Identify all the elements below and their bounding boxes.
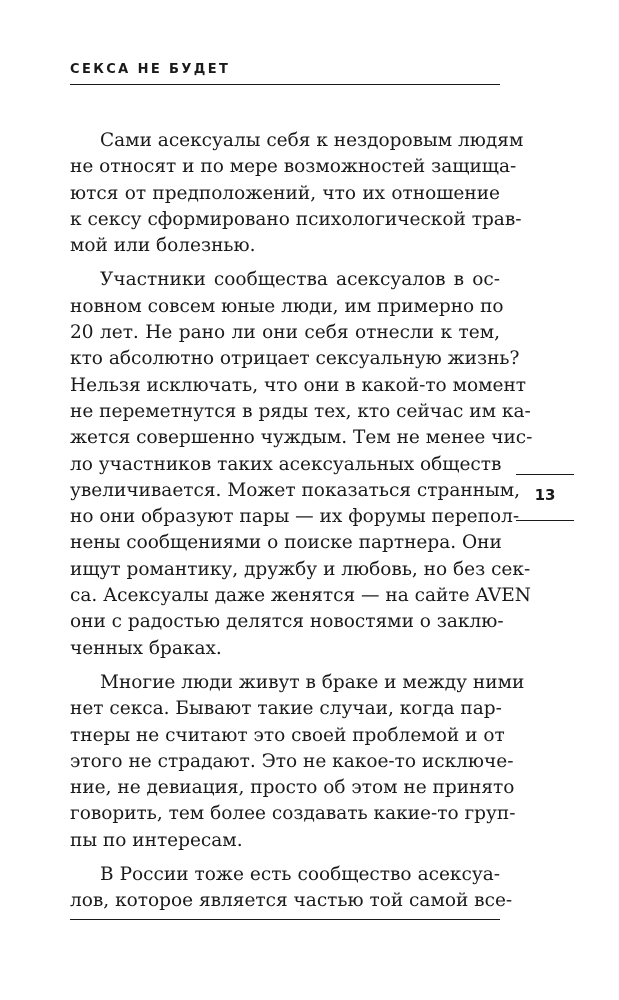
- text-line: Многие люди живут в браке и между ними: [100, 671, 525, 693]
- paragraph: [70, 267, 533, 661]
- text-line: к сексу сформировано психологической трав-: [70, 208, 522, 230]
- page-number: 13: [534, 486, 556, 504]
- text-line: Нельзя исключать, что они в какой-то момент: [70, 374, 527, 396]
- text-line: они с радостью делятся новостями о заклю-: [70, 611, 504, 633]
- text-line: са. Асексуалы даже женятся — на сайте AVEN: [70, 585, 531, 607]
- page-number-rule-bottom: [516, 520, 574, 521]
- text-line: ло участников таких асексуальных обществ: [70, 453, 502, 475]
- text-line: ищут романтику, дружбу и любовь, но без сек-: [70, 558, 531, 580]
- text-line: говорить, тем более создавать какие-то груп-: [70, 803, 516, 825]
- text-line: ние, не девиация, просто об этом не принято: [70, 777, 515, 799]
- text-line: но они образуют пары — их форумы перепол-: [70, 506, 520, 528]
- paragraph: [70, 128, 524, 259]
- text-line: нет секса. Бывают такие случаи, когда пар-: [70, 698, 502, 720]
- paragraph: [70, 670, 525, 854]
- text-line: В России тоже есть сообщество асексуа-: [100, 864, 500, 886]
- text-line: мой или болезнью.: [70, 235, 256, 257]
- text-line: ются от предположений, что их отношение: [70, 182, 500, 204]
- text-line: тнеры не считают это своей проблемой и от: [70, 724, 505, 746]
- text-line: жется совершенно чуждым. Тем не менее чис-: [70, 427, 533, 449]
- text-line: не переметнутся в ряды тех, кто сейчас им ка-: [70, 400, 531, 422]
- text-line: кто абсолютно отрицает сексуальную жизнь?: [70, 348, 520, 370]
- text-line: не относят и по мере возможностей защища-: [70, 156, 517, 178]
- text-line: 20 лет. Не рано ли они себя отнесли к тем,: [70, 322, 500, 344]
- text-line: этого не страдают. Это не какое-то исключе-: [70, 750, 514, 772]
- text-line: нены сообщениями о поиске партнера. Они: [70, 532, 502, 554]
- text-line: Сами асексуалы себя к нездоровым людям: [100, 130, 524, 151]
- text-line: увеличивается. Может показаться странным,: [70, 479, 520, 501]
- running-head: СЕКСА НЕ БУДЕТ: [70, 62, 231, 77]
- body-text: [70, 128, 533, 923]
- footer-rule: [70, 919, 500, 920]
- text-line: Участники сообщества асексуалов в ос-: [100, 269, 500, 291]
- paragraph: [70, 862, 513, 915]
- page-number-rule-top: [516, 474, 574, 475]
- header-rule: [70, 84, 500, 85]
- text-line: пы по интересам.: [70, 829, 243, 851]
- text-line: лов, которое является частью той самой все-: [70, 890, 513, 912]
- text-line: ченных браках.: [70, 637, 222, 659]
- text-line: новном совсем юные люди, им примерно по: [70, 295, 504, 317]
